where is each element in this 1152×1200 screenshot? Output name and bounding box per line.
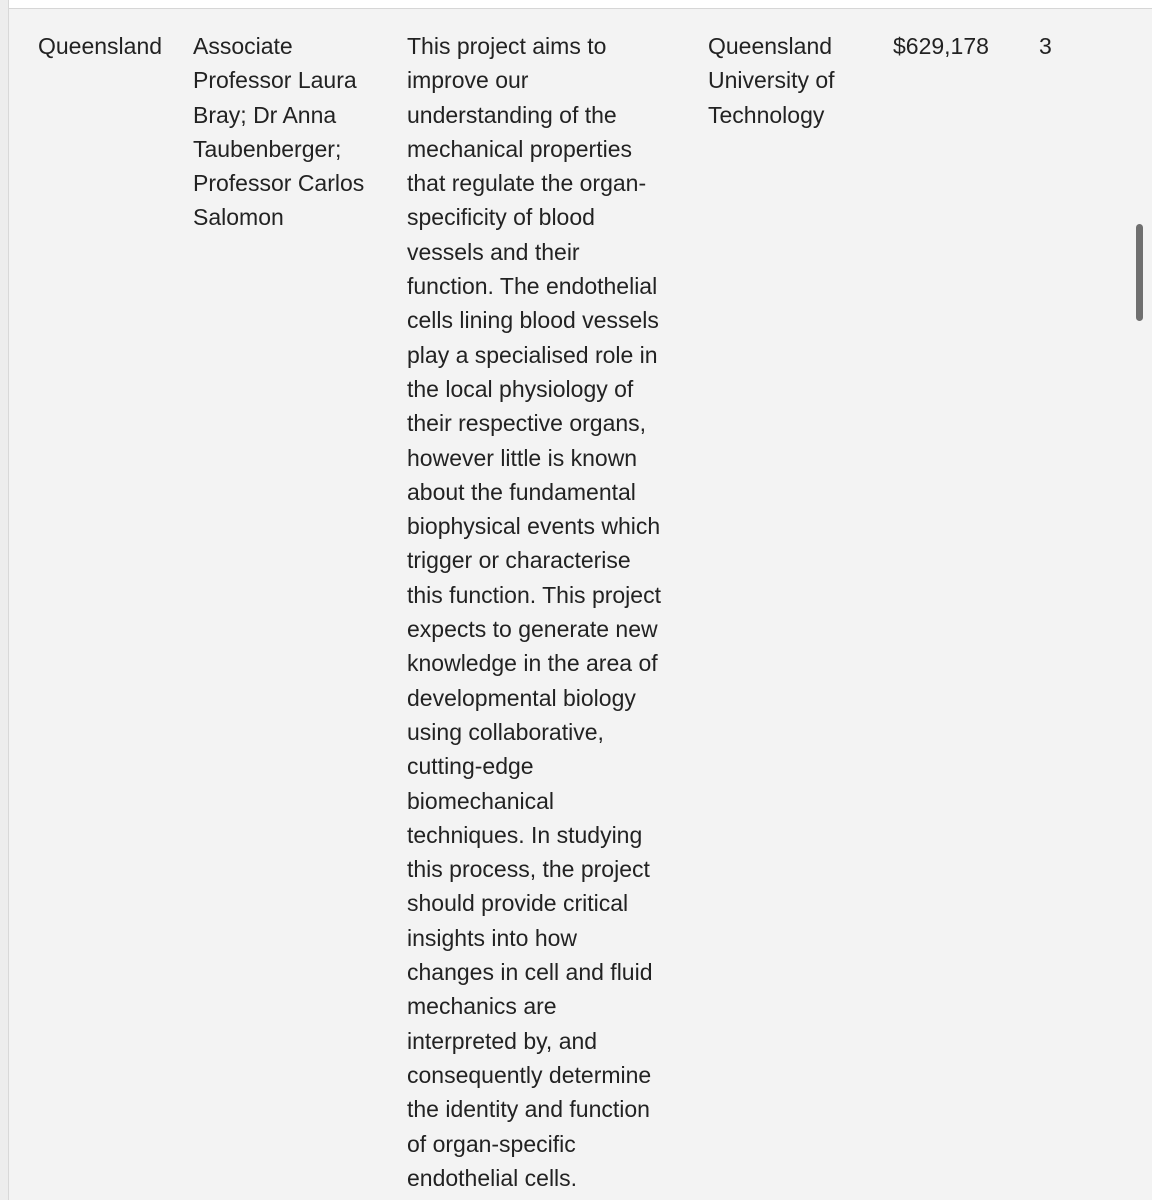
table-left-border — [0, 0, 9, 1200]
investigators-cell: Associate Professor Laura Bray; Dr Anna Taubenberger; Professor Carlos Salomon — [193, 33, 365, 231]
funding-amount-cell: $629,178 — [893, 33, 989, 59]
vertical-scrollbar-thumb[interactable] — [1136, 224, 1143, 321]
duration-years-cell: 3 — [1039, 33, 1052, 59]
institution-cell: Queensland University of Technology — [708, 33, 835, 128]
state-cell: Queensland — [38, 33, 163, 59]
table-row — [9, 9, 1152, 1200]
project-summary-cell: This project aims to improve our understanding of the mechanical properties that regulate the organ- specificity of blood vessels and their function. The endothelial cells lining blood vessels play a specialised role in the local physiology of their respective organs, however little is known about the fundamental biophysical events which trigger or characterise this function. This project expects to generate new knowledge in the area of developmental biology using collaborative, cutting-edge biomechanical techniques. In studying this process, the project should provide critical insights into how changes in cell and fluid mechanics are interpreted by, and consequently determine the identity and function of organ-specific endothelial cells. — [407, 33, 661, 1191]
